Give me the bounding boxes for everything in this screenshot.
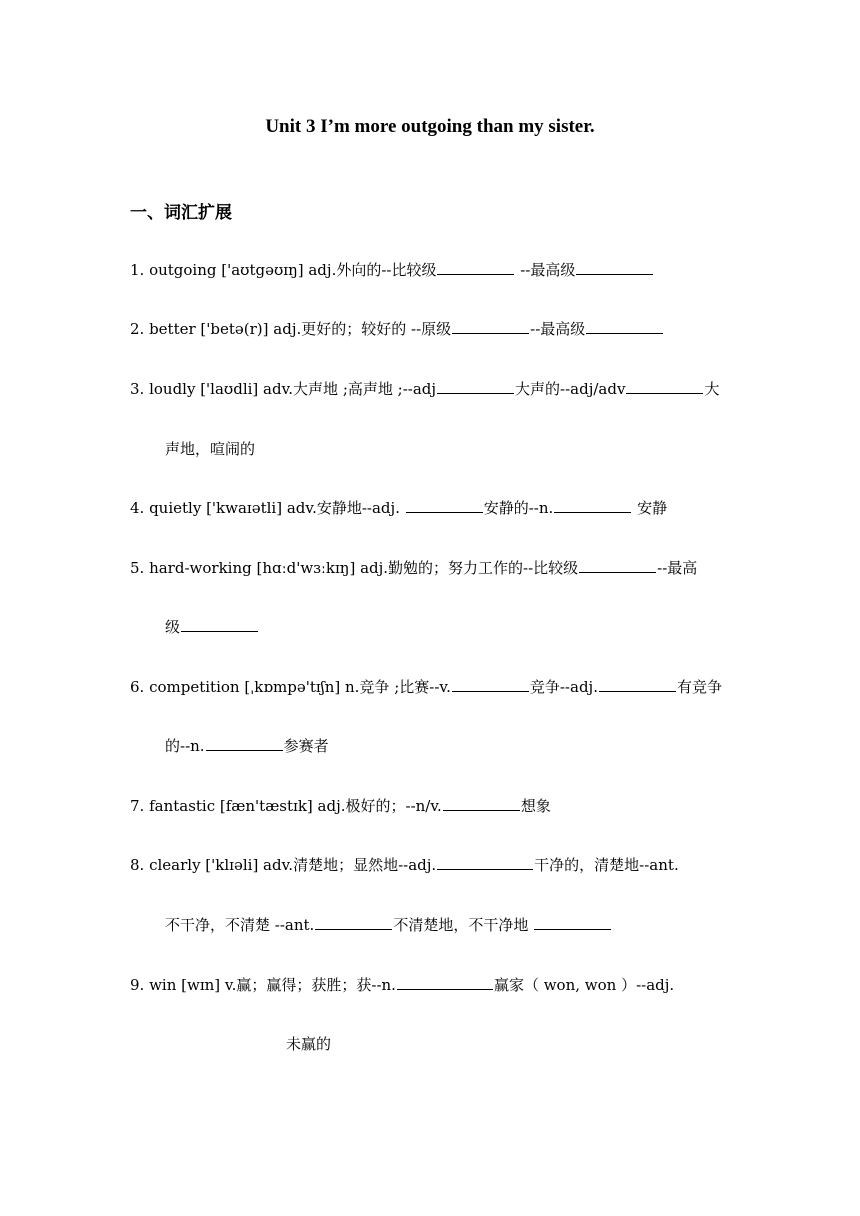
vocab-item-9 bbox=[130, 973, 732, 997]
answer-blank[interactable] bbox=[315, 914, 392, 930]
item-text: 竞争--adj. bbox=[529, 678, 598, 696]
item-text: 未赢的 bbox=[286, 1035, 332, 1053]
item-text: 的--n. bbox=[165, 737, 205, 755]
item-text: 1. outgoing ['aʊtgəʊɪŋ] adj.外向的--比较级 bbox=[130, 261, 437, 279]
vocab-item-9-cont bbox=[286, 1032, 732, 1056]
item-text: 参赛者 bbox=[283, 737, 329, 755]
item-text: 3. loudly ['laʊdli] adv.大声地 ;高声地 ;--adj bbox=[130, 380, 437, 398]
vocab-item-5 bbox=[130, 556, 732, 580]
item-text: 2. better ['betə(r)] adj.更好的；较好的 --原级 bbox=[130, 320, 452, 338]
vocab-item-1 bbox=[130, 258, 732, 282]
answer-blank[interactable] bbox=[599, 676, 676, 692]
item-text: 干净的，清楚地--ant. bbox=[534, 856, 679, 874]
vocab-item-5-cont bbox=[165, 615, 732, 639]
item-text: 5. hard-working [hɑːd'wɜːkɪŋ] adj.勤勉的；努力工作的--比较级 bbox=[130, 559, 579, 577]
vocab-item-3 bbox=[130, 377, 732, 401]
vocab-item-2 bbox=[130, 317, 732, 341]
page-title: Unit 3 I’m more outgoing than my sister. bbox=[265, 116, 595, 137]
item-text: 9. win [wɪn] v.赢；赢得；获胜；获--n. bbox=[130, 976, 396, 994]
answer-blank[interactable] bbox=[437, 378, 514, 394]
answer-blank[interactable] bbox=[443, 795, 520, 811]
vocab-item-3-cont bbox=[165, 437, 732, 461]
item-text: 赢家（ won, won ）--adj. bbox=[493, 976, 675, 994]
item-text: 级 bbox=[165, 618, 181, 636]
vocab-item-6 bbox=[130, 675, 732, 699]
item-text: 想象 bbox=[520, 797, 551, 815]
item-text: 6. competition [ˌkɒmpə'tɪʃn] n.竞争 ;比赛--v. bbox=[130, 678, 451, 696]
section-heading: 一、词汇扩展 bbox=[130, 203, 232, 223]
answer-blank[interactable] bbox=[576, 259, 653, 275]
answer-blank[interactable] bbox=[452, 318, 529, 334]
answer-blank[interactable] bbox=[437, 259, 514, 275]
answer-blank[interactable] bbox=[437, 854, 533, 870]
item-text: 大声的--adj/adv bbox=[515, 380, 626, 398]
answer-blank[interactable] bbox=[397, 974, 493, 990]
item-text: 8. clearly ['klɪəli] adv.清楚地；显然地--adj. bbox=[130, 856, 437, 874]
vocab-item-4 bbox=[130, 496, 732, 520]
vocab-item-8 bbox=[130, 853, 732, 877]
answer-blank[interactable] bbox=[181, 616, 258, 632]
item-text: 4. quietly ['kwaɪətli] adv.安静地--adj. bbox=[130, 499, 405, 517]
answer-blank[interactable] bbox=[586, 318, 663, 334]
item-text: 7. fantastic [fæn'tæstɪk] adj.极好的；--n/v. bbox=[130, 797, 442, 815]
answer-blank[interactable] bbox=[406, 497, 483, 513]
item-text: --最高级 bbox=[515, 261, 576, 279]
answer-blank[interactable] bbox=[626, 378, 703, 394]
answer-blank[interactable] bbox=[452, 676, 529, 692]
item-text: --最高级 bbox=[530, 320, 586, 338]
vocab-item-6-cont bbox=[165, 734, 732, 758]
item-text: 不干净，不清楚 --ant. bbox=[165, 916, 315, 934]
item-text: 不清楚地，不干净地 bbox=[393, 916, 534, 934]
item-text: 声地，喧闹的 bbox=[165, 440, 256, 458]
vocab-item-8-cont bbox=[165, 913, 732, 937]
answer-blank[interactable] bbox=[206, 735, 283, 751]
vocab-item-7 bbox=[130, 794, 732, 818]
answer-blank[interactable] bbox=[534, 914, 611, 930]
answer-blank[interactable] bbox=[554, 497, 631, 513]
item-text: 安静 bbox=[632, 499, 668, 517]
item-text: 有竞争 bbox=[676, 678, 722, 696]
item-text: 安静的--n. bbox=[483, 499, 554, 517]
item-text: --最高 bbox=[657, 559, 698, 577]
answer-blank[interactable] bbox=[579, 557, 656, 573]
item-text: 大 bbox=[704, 380, 720, 398]
